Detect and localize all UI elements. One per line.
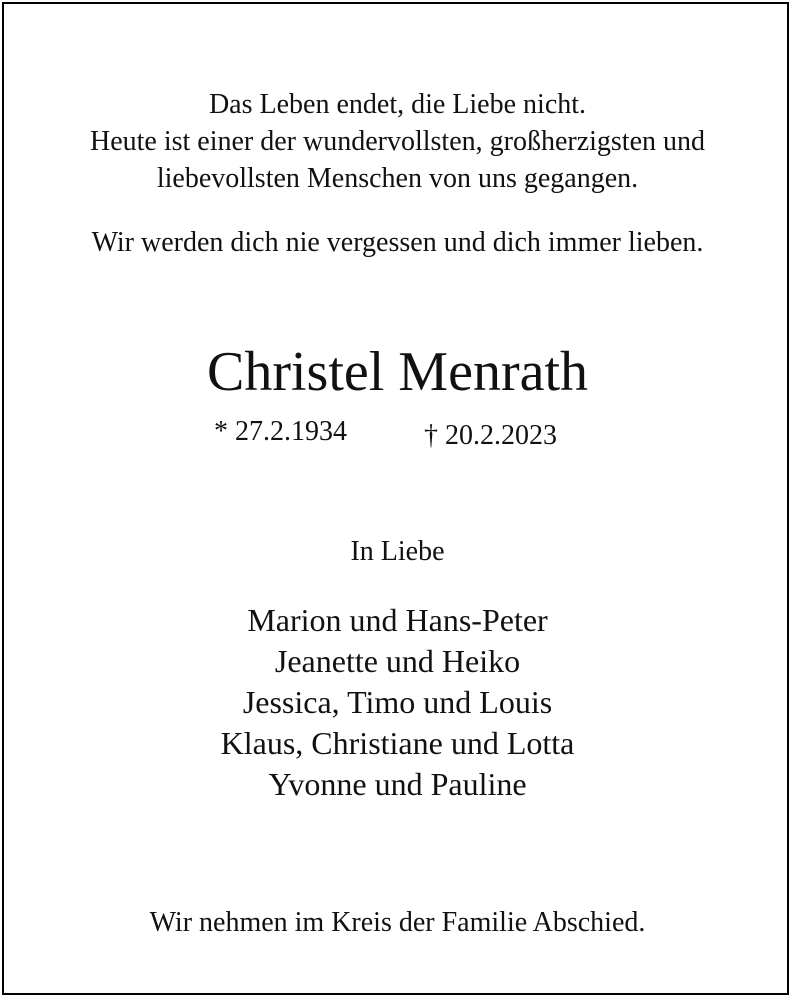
birth-date: * 27.2.1934: [214, 416, 347, 447]
mourners-list: [0, 600, 795, 805]
mourner-line: Marion und Hans-Peter: [247, 602, 548, 638]
intro-line: liebevollsten Menschen von uns gegangen.: [156, 163, 639, 194]
farewell-note: Wir nehmen im Kreis der Familie Abschied.: [149, 907, 646, 938]
intro-line: Heute ist einer der wundervollsten, großherzigsten und: [89, 126, 706, 157]
mourners-heading: In Liebe: [350, 536, 445, 567]
closing-thought: Wir werden dich nie vergessen und dich immer lieben.: [91, 227, 704, 258]
mourner-line: Yvonne und Pauline: [268, 766, 527, 802]
deceased-name: Christel Menrath: [206, 341, 589, 403]
mourner-line: Jeanette und Heiko: [274, 643, 521, 679]
intro-text: [0, 86, 795, 197]
mourner-line: Jessica, Timo und Louis: [242, 684, 553, 720]
death-date: † 20.2.2023: [424, 420, 557, 451]
intro-line: Das Leben endet, die Liebe nicht.: [208, 89, 587, 120]
mourner-line: Klaus, Christiane und Lotta: [220, 725, 575, 761]
